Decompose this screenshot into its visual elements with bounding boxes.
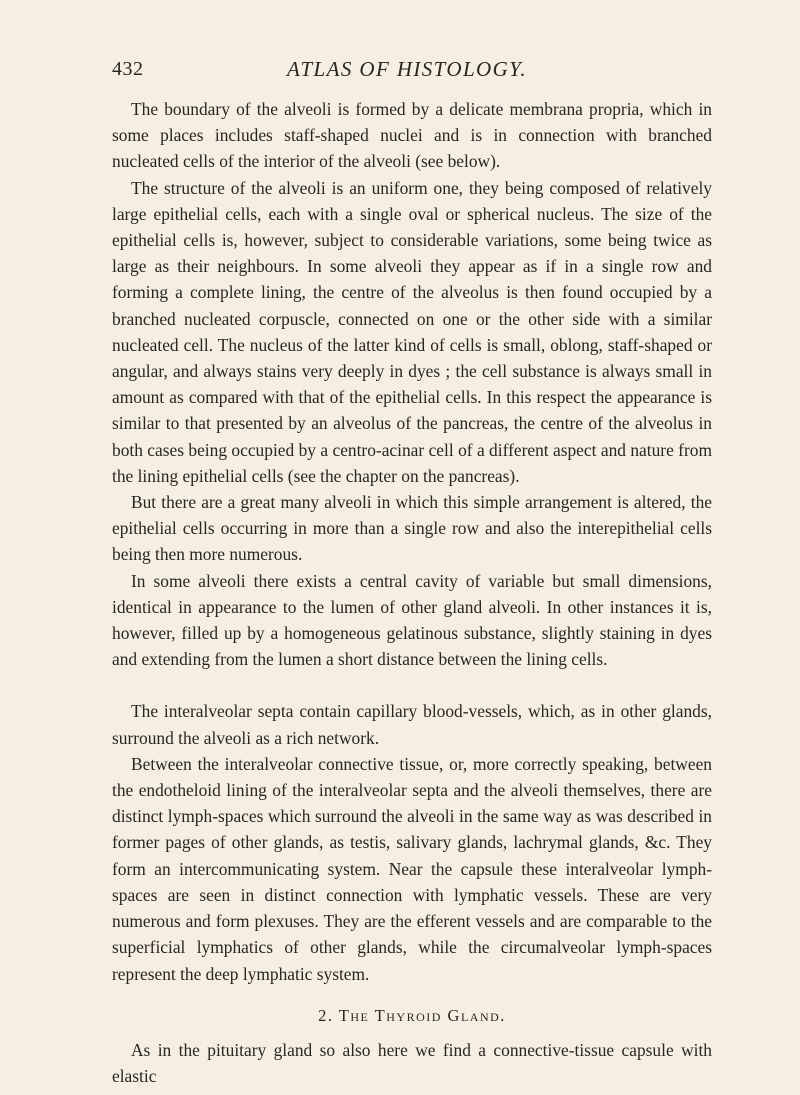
paragraph-alveoli-structure: The structure of the alveoli is an uniform one, they being composed of relatively large epithelial cells, each with a single oval or spherical nucleus. The size of the epithelial cells is, however, subject to considerable variations, some being twice as large as their neighbours. In some alveoli they appear as if in a single row and forming a complete lining, the centre of the alveolus is then found occupied by a branched nucleated corpuscle, connected on one or the other side with a similar nucleated cell. The nucleus of the latter kind of cells is small, oblong, staff-shaped or angular, and always stains very deeply in dyes ; the cell substance is always small in amount as compared with that of the epithelial cells. In this respect the appearance is similar to that presented by an alveolus of the pancreas, the centre of the alveolus in both cases being occupied by a centro-acinar cell of a different aspect and nature from the lining epithelial cells (see the chapter on the pancreas). <box>112 177 712 486</box>
paragraph-thyroid-intro: As in the pituitary gland so also here we find a connective-tissue capsule with elastic <box>112 1039 712 1087</box>
paragraph-altered-arrangement: But there are a great many alveoli in which this simple arrangement is altered, the epithelial cells occurring in more than a single row and also the interepithelial cells being then more numerous. <box>112 492 712 565</box>
page-body <box>112 96 712 1089</box>
section-heading: 2. The Thyroid Gland. <box>318 1005 506 1025</box>
page-header <box>112 58 712 88</box>
paragraph-membrana-propria: The boundary of the alveoli is formed by a delicate membrana propria, which in some places includes staff-shaped nuclei and is in connection with branched nucleated cells of the interior of the alveoli (see below). <box>112 99 712 172</box>
running-title: ATLAS OF HISTOLOGY. <box>287 57 527 81</box>
page-number: 432 <box>112 58 144 80</box>
paragraph-central-cavity: In some alveoli there exists a central cavity of variable but small dimensions, identical in appearance to the lumen of other gland alveoli. In other instances it is, however, filled up by a homogeneous gelatinous substance, slightly staining in dyes and extending from the lumen a short distance between the lining cells. <box>112 570 712 670</box>
paragraph-interalveolar-septa: The interalveolar septa contain capillary blood-vessels, which, as in other glands, surround the alveoli as a rich network. <box>112 701 712 748</box>
paragraph-lymph-spaces: Between the interalveolar connective tissue, or, more correctly speaking, between the endotheloid lining of the interalveolar septa and the alveoli themselves, there are distinct lymph-spaces which surround the alveoli in the same way as was described in former pages of other glands, as testis, salivary glands, lachrymal glands, &c. They form an intercommunicating system. Near the capsule these interalveolar lymph-spaces are seen in distinct connection with lymphatic vessels. These are very numerous and form plexuses. They are the efferent vessels and are comparable to the superficial lymphatics of other glands, while the circumalveolar lymph-spaces represent the deep lymphatic system. <box>112 753 712 984</box>
